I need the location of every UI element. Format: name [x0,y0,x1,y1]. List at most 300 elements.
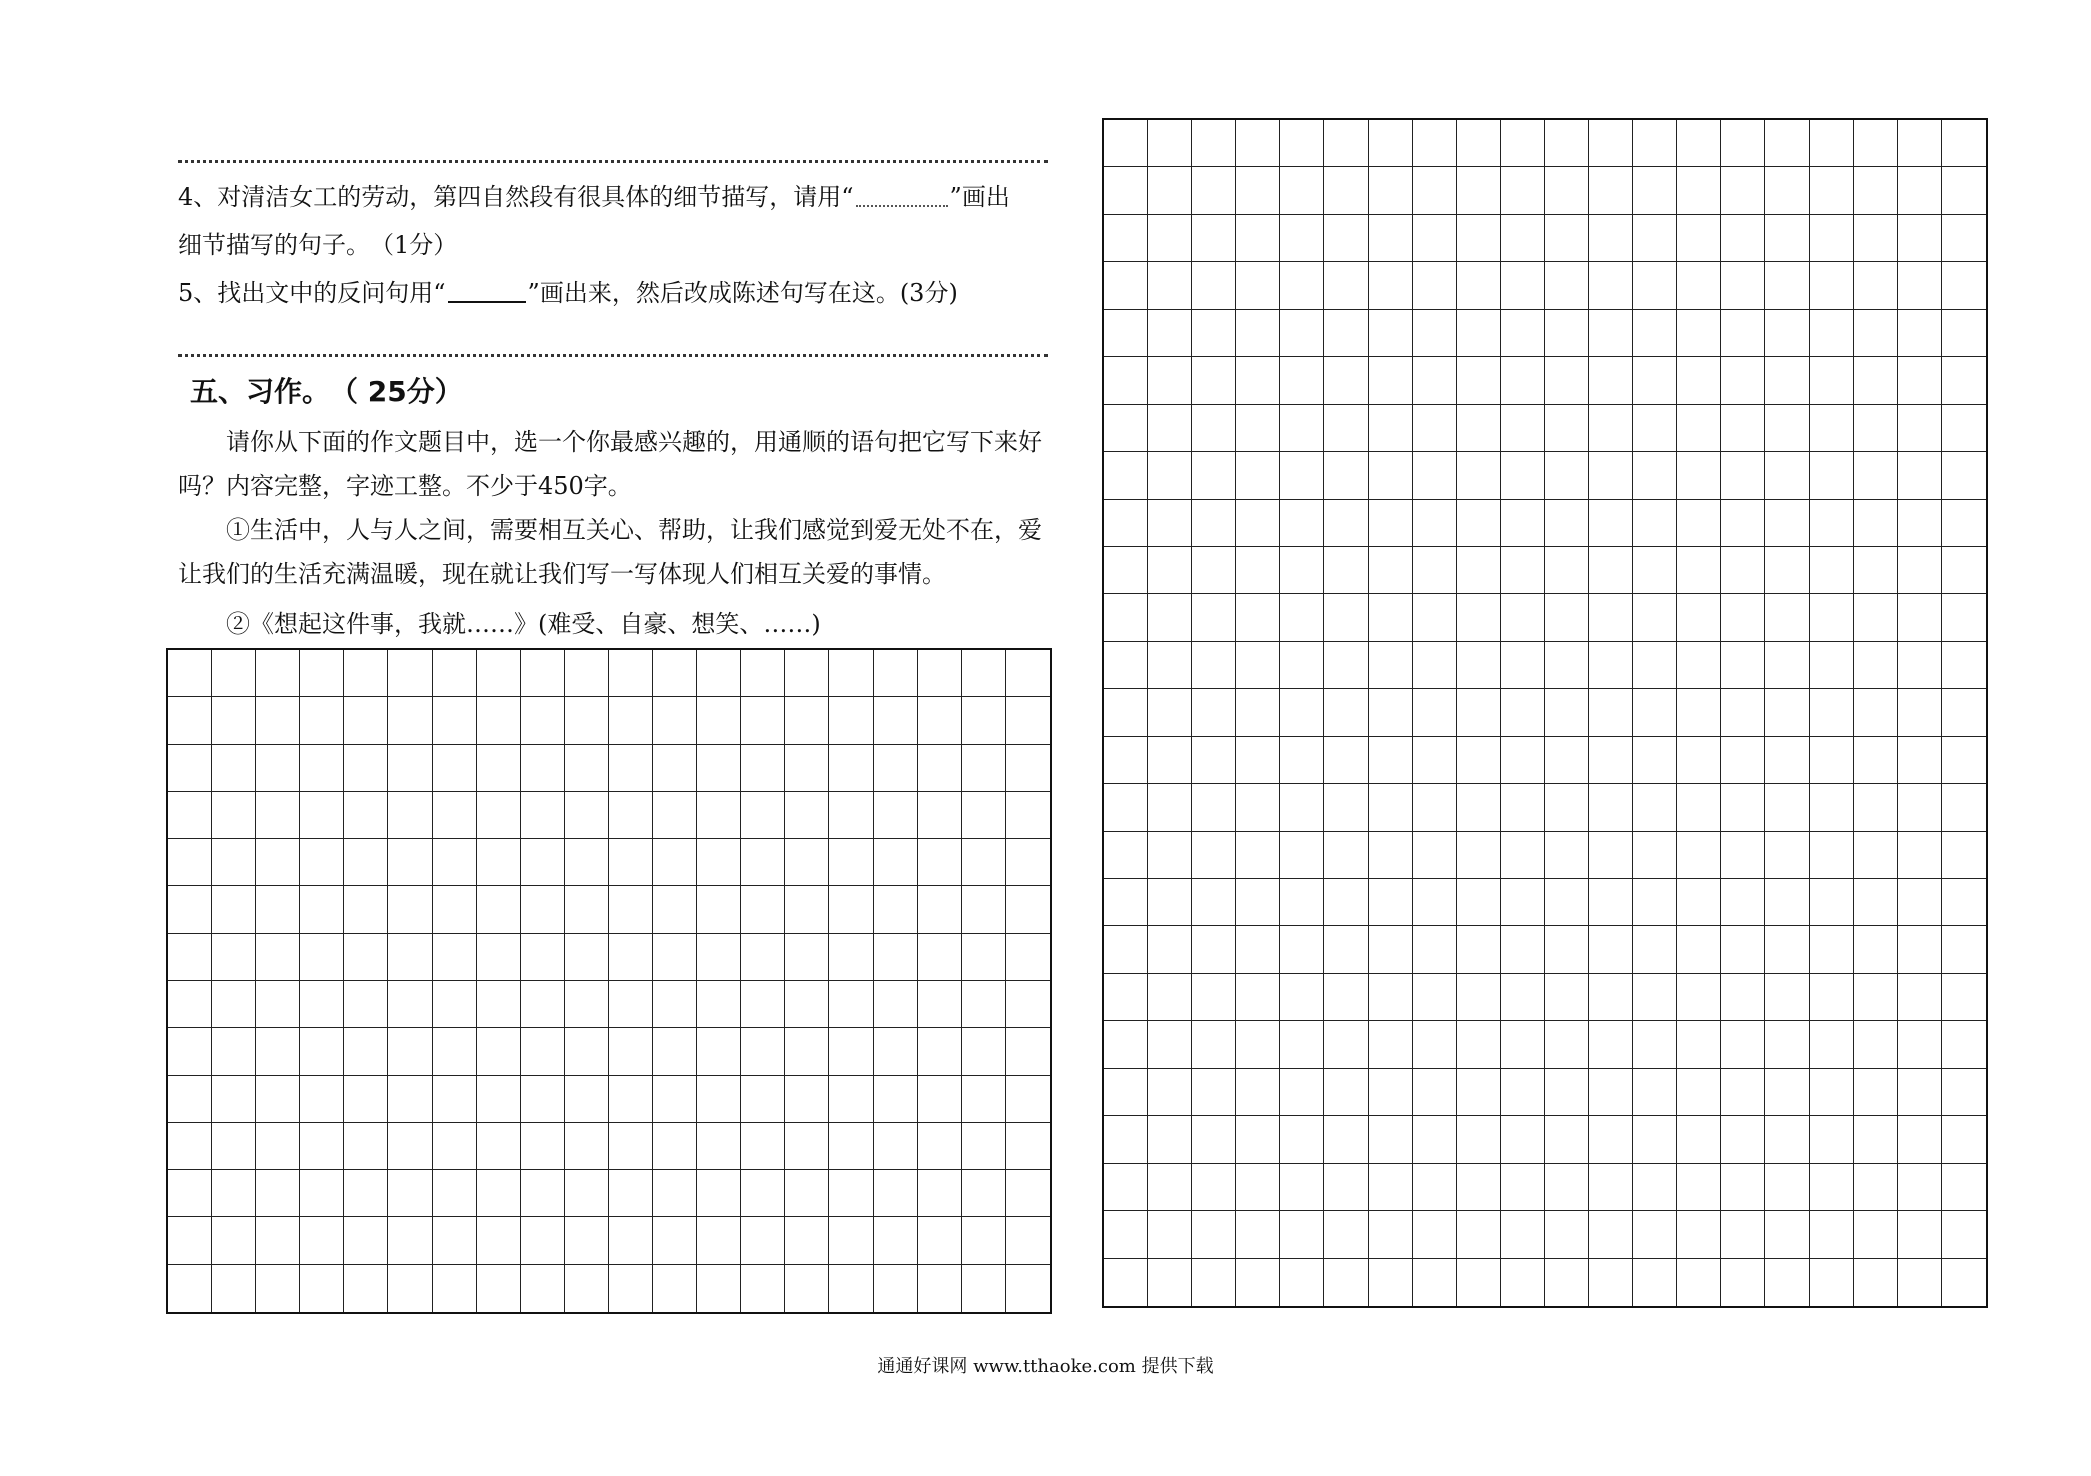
grid-cell[interactable] [874,792,918,839]
grid-cell[interactable] [256,886,300,933]
grid-cell[interactable] [962,1123,1006,1170]
grid-cell[interactable] [1633,1116,1677,1163]
grid-cell[interactable] [256,745,300,792]
grid-cell[interactable] [1854,926,1898,973]
grid-cell[interactable] [1369,262,1413,309]
grid-cell[interactable] [1457,452,1501,499]
grid-cell[interactable] [1104,1021,1148,1068]
grid-cell[interactable] [1369,167,1413,214]
grid-cell[interactable] [1236,737,1280,784]
grid-cell[interactable] [874,1123,918,1170]
grid-cell[interactable] [829,1170,873,1217]
grid-cell[interactable] [874,1217,918,1264]
grid-cell[interactable] [1633,167,1677,214]
grid-cell[interactable] [1104,1259,1148,1306]
grid-cell[interactable] [1236,1259,1280,1306]
grid-cell[interactable] [741,650,785,697]
grid-cell[interactable] [1765,594,1809,641]
grid-cell[interactable] [433,981,477,1028]
grid-cell[interactable] [1854,405,1898,452]
grid-cell[interactable] [1501,500,1545,547]
grid-cell[interactable] [1765,974,1809,1021]
grid-cell[interactable] [1324,405,1368,452]
grid-cell[interactable] [1280,1116,1324,1163]
grid-cell[interactable] [1765,500,1809,547]
grid-cell[interactable] [1148,120,1192,167]
grid-cell[interactable] [1104,215,1148,262]
grid-cell[interactable] [1104,310,1148,357]
grid-cell[interactable] [785,886,829,933]
grid-cell[interactable] [212,886,256,933]
grid-cell[interactable] [300,1076,344,1123]
grid-cell[interactable] [1633,1069,1677,1116]
grid-cell[interactable] [212,1028,256,1075]
grid-cell[interactable] [1280,879,1324,926]
grid-cell[interactable] [344,792,388,839]
grid-cell[interactable] [1942,1259,1986,1306]
grid-cell[interactable] [785,697,829,744]
grid-cell[interactable] [1192,1116,1236,1163]
grid-cell[interactable] [1589,974,1633,1021]
grid-cell[interactable] [1942,926,1986,973]
grid-cell[interactable] [1677,926,1721,973]
grid-cell[interactable] [785,1028,829,1075]
grid-cell[interactable] [785,1217,829,1264]
grid-cell[interactable] [1192,547,1236,594]
grid-cell[interactable] [1236,357,1280,404]
grid-cell[interactable] [653,792,697,839]
grid-cell[interactable] [609,1170,653,1217]
grid-cell[interactable] [433,792,477,839]
grid-cell[interactable] [1413,974,1457,1021]
grid-cell[interactable] [1236,452,1280,499]
grid-cell[interactable] [477,650,521,697]
grid-cell[interactable] [565,697,609,744]
grid-cell[interactable] [1369,405,1413,452]
grid-cell[interactable] [1324,1211,1368,1258]
grid-cell[interactable] [609,1265,653,1312]
grid-cell[interactable] [609,1076,653,1123]
grid-cell[interactable] [1280,405,1324,452]
grid-cell[interactable] [653,1123,697,1170]
grid-cell[interactable] [697,745,741,792]
grid-cell[interactable] [300,981,344,1028]
grid-cell[interactable] [1501,642,1545,689]
grid-cell[interactable] [256,1170,300,1217]
grid-cell[interactable] [1633,832,1677,879]
grid-cell[interactable] [697,886,741,933]
grid-cell[interactable] [1236,310,1280,357]
grid-cell[interactable] [565,1265,609,1312]
grid-cell[interactable] [1898,452,1942,499]
grid-cell[interactable] [1369,784,1413,831]
grid-cell[interactable] [1280,594,1324,641]
grid-cell[interactable] [1854,357,1898,404]
grid-cell[interactable] [1192,120,1236,167]
grid-cell[interactable] [1589,784,1633,831]
grid-cell[interactable] [477,792,521,839]
grid-cell[interactable] [1721,926,1765,973]
grid-cell[interactable] [1192,689,1236,736]
grid-cell[interactable] [1854,1211,1898,1258]
grid-cell[interactable] [1369,120,1413,167]
grid-cell[interactable] [1148,1021,1192,1068]
grid-cell[interactable] [1324,1259,1368,1306]
grid-cell[interactable] [1677,832,1721,879]
grid-cell[interactable] [741,745,785,792]
grid-cell[interactable] [1280,737,1324,784]
grid-cell[interactable] [1898,547,1942,594]
grid-cell[interactable] [1457,167,1501,214]
grid-cell[interactable] [829,697,873,744]
grid-cell[interactable] [1104,357,1148,404]
grid-cell[interactable] [1148,689,1192,736]
grid-cell[interactable] [1501,1069,1545,1116]
grid-cell[interactable] [256,934,300,981]
grid-cell[interactable] [1236,974,1280,1021]
grid-cell[interactable] [1104,832,1148,879]
grid-cell[interactable] [1324,879,1368,926]
grid-cell[interactable] [344,934,388,981]
grid-cell[interactable] [962,839,1006,886]
grid-cell[interactable] [1765,737,1809,784]
grid-cell[interactable] [1633,737,1677,784]
grid-cell[interactable] [741,934,785,981]
grid-cell[interactable] [653,981,697,1028]
grid-cell[interactable] [697,1170,741,1217]
grid-cell[interactable] [1942,120,1986,167]
grid-cell[interactable] [1236,120,1280,167]
grid-cell[interactable] [1148,500,1192,547]
grid-cell[interactable] [1280,689,1324,736]
grid-cell[interactable] [1810,357,1854,404]
grid-cell[interactable] [1545,405,1589,452]
grid-cell[interactable] [1545,737,1589,784]
grid-cell[interactable] [697,839,741,886]
grid-cell[interactable] [609,886,653,933]
grid-cell[interactable] [433,650,477,697]
grid-cell[interactable] [1633,357,1677,404]
grid-cell[interactable] [1192,1211,1236,1258]
grid-cell[interactable] [741,1265,785,1312]
grid-cell[interactable] [1545,310,1589,357]
grid-cell[interactable] [1369,357,1413,404]
grid-cell[interactable] [1280,215,1324,262]
grid-cell[interactable] [388,650,432,697]
grid-cell[interactable] [1006,650,1050,697]
grid-cell[interactable] [521,650,565,697]
grid-cell[interactable] [1236,784,1280,831]
grid-cell[interactable] [1104,1211,1148,1258]
grid-cell[interactable] [829,934,873,981]
grid-cell[interactable] [1765,120,1809,167]
grid-cell[interactable] [1633,547,1677,594]
grid-cell[interactable] [609,1217,653,1264]
grid-cell[interactable] [874,1076,918,1123]
grid-cell[interactable] [1942,642,1986,689]
grid-cell[interactable] [1633,1259,1677,1306]
grid-cell[interactable] [1280,974,1324,1021]
grid-cell[interactable] [1854,1021,1898,1068]
grid-cell[interactable] [1457,215,1501,262]
grid-cell[interactable] [1721,1069,1765,1116]
grid-cell[interactable] [829,745,873,792]
grid-cell[interactable] [1721,452,1765,499]
grid-cell[interactable] [1413,1164,1457,1211]
grid-cell[interactable] [1898,1069,1942,1116]
grid-cell[interactable] [1006,745,1050,792]
grid-cell[interactable] [1280,262,1324,309]
grid-cell[interactable] [1942,1164,1986,1211]
grid-cell[interactable] [1501,926,1545,973]
grid-cell[interactable] [697,697,741,744]
grid-cell[interactable] [1148,310,1192,357]
grid-cell[interactable] [1457,405,1501,452]
grid-cell[interactable] [521,1170,565,1217]
grid-cell[interactable] [785,1076,829,1123]
grid-cell[interactable] [1104,784,1148,831]
grid-cell[interactable] [1501,215,1545,262]
grid-cell[interactable] [1148,215,1192,262]
grid-cell[interactable] [874,1028,918,1075]
grid-cell[interactable] [1589,1021,1633,1068]
grid-cell[interactable] [1854,642,1898,689]
grid-cell[interactable] [697,1123,741,1170]
grid-cell[interactable] [565,839,609,886]
grid-cell[interactable] [1324,120,1368,167]
grid-cell[interactable] [433,697,477,744]
grid-cell[interactable] [565,934,609,981]
grid-cell[interactable] [1721,500,1765,547]
grid-cell[interactable] [1457,1069,1501,1116]
grid-cell[interactable] [168,1217,212,1264]
grid-cell[interactable] [653,1170,697,1217]
grid-cell[interactable] [1898,262,1942,309]
grid-cell[interactable] [1457,262,1501,309]
grid-cell[interactable] [1457,879,1501,926]
grid-cell[interactable] [1369,500,1413,547]
grid-cell[interactable] [256,839,300,886]
grid-cell[interactable] [1192,832,1236,879]
grid-cell[interactable] [344,1123,388,1170]
grid-cell[interactable] [1457,357,1501,404]
grid-cell[interactable] [1721,405,1765,452]
grid-cell[interactable] [1457,1021,1501,1068]
grid-cell[interactable] [1324,357,1368,404]
grid-cell[interactable] [168,1028,212,1075]
grid-cell[interactable] [874,697,918,744]
grid-cell[interactable] [344,1170,388,1217]
grid-cell[interactable] [212,981,256,1028]
grid-cell[interactable] [1280,500,1324,547]
grid-cell[interactable] [168,1170,212,1217]
grid-cell[interactable] [1006,1028,1050,1075]
grid-cell[interactable] [1280,1164,1324,1211]
grid-cell[interactable] [1006,1217,1050,1264]
grid-cell[interactable] [918,934,962,981]
grid-cell[interactable] [1236,1164,1280,1211]
grid-cell[interactable] [609,1123,653,1170]
grid-cell[interactable] [1765,547,1809,594]
grid-cell[interactable] [1677,737,1721,784]
grid-cell[interactable] [609,650,653,697]
grid-cell[interactable] [1501,310,1545,357]
grid-cell[interactable] [874,886,918,933]
grid-cell[interactable] [1104,737,1148,784]
grid-cell[interactable] [609,1028,653,1075]
grid-cell[interactable] [1324,689,1368,736]
grid-cell[interactable] [521,1076,565,1123]
grid-cell[interactable] [433,886,477,933]
grid-cell[interactable] [741,1028,785,1075]
grid-cell[interactable] [212,1123,256,1170]
grid-cell[interactable] [433,934,477,981]
grid-cell[interactable] [1236,262,1280,309]
grid-cell[interactable] [1898,879,1942,926]
grid-cell[interactable] [1192,1259,1236,1306]
grid-cell[interactable] [829,792,873,839]
grid-cell[interactable] [1324,310,1368,357]
grid-cell[interactable] [1148,737,1192,784]
grid-cell[interactable] [1942,832,1986,879]
grid-cell[interactable] [1765,642,1809,689]
grid-cell[interactable] [785,934,829,981]
grid-cell[interactable] [1765,167,1809,214]
grid-cell[interactable] [1810,879,1854,926]
grid-cell[interactable] [1898,832,1942,879]
grid-cell[interactable] [1898,926,1942,973]
grid-cell[interactable] [1369,1069,1413,1116]
grid-cell[interactable] [1721,784,1765,831]
grid-cell[interactable] [1677,1021,1721,1068]
grid-cell[interactable] [1898,1259,1942,1306]
grid-cell[interactable] [1148,357,1192,404]
grid-cell[interactable] [1589,594,1633,641]
grid-cell[interactable] [1457,310,1501,357]
grid-cell[interactable] [565,745,609,792]
grid-cell[interactable] [388,1265,432,1312]
grid-cell[interactable] [1898,642,1942,689]
grid-cell[interactable] [1589,310,1633,357]
grid-cell[interactable] [1006,1123,1050,1170]
grid-cell[interactable] [785,1170,829,1217]
grid-cell[interactable] [962,745,1006,792]
grid-cell[interactable] [1765,452,1809,499]
grid-cell[interactable] [1677,1116,1721,1163]
grid-cell[interactable] [1677,642,1721,689]
grid-cell[interactable] [1721,1164,1765,1211]
grid-cell[interactable] [697,981,741,1028]
grid-cell[interactable] [962,934,1006,981]
grid-cell[interactable] [433,1076,477,1123]
grid-cell[interactable] [1006,792,1050,839]
grid-cell[interactable] [653,1217,697,1264]
grid-cell[interactable] [256,1028,300,1075]
grid-cell[interactable] [1457,594,1501,641]
grid-cell[interactable] [1633,405,1677,452]
grid-cell[interactable] [1192,405,1236,452]
grid-cell[interactable] [918,981,962,1028]
grid-cell[interactable] [1942,215,1986,262]
grid-cell[interactable] [168,792,212,839]
grid-cell[interactable] [962,1028,1006,1075]
grid-cell[interactable] [256,1076,300,1123]
grid-cell[interactable] [1677,689,1721,736]
grid-cell[interactable] [1236,642,1280,689]
grid-cell[interactable] [962,1265,1006,1312]
grid-cell[interactable] [1810,405,1854,452]
grid-cell[interactable] [212,697,256,744]
grid-cell[interactable] [1589,1069,1633,1116]
grid-cell[interactable] [1589,1116,1633,1163]
grid-cell[interactable] [1324,262,1368,309]
grid-cell[interactable] [1501,689,1545,736]
grid-cell[interactable] [1810,1116,1854,1163]
grid-cell[interactable] [300,1028,344,1075]
grid-cell[interactable] [1104,642,1148,689]
grid-cell[interactable] [874,650,918,697]
grid-cell[interactable] [1369,452,1413,499]
grid-cell[interactable] [1369,1021,1413,1068]
grid-cell[interactable] [300,839,344,886]
grid-cell[interactable] [1104,452,1148,499]
grid-cell[interactable] [1006,1265,1050,1312]
grid-cell[interactable] [1721,310,1765,357]
grid-cell[interactable] [1501,547,1545,594]
grid-cell[interactable] [1633,784,1677,831]
grid-cell[interactable] [212,839,256,886]
grid-cell[interactable] [918,697,962,744]
grid-cell[interactable] [1545,357,1589,404]
grid-cell[interactable] [1501,1259,1545,1306]
grid-cell[interactable] [565,1170,609,1217]
grid-cell[interactable] [1501,1116,1545,1163]
grid-cell[interactable] [1898,1116,1942,1163]
grid-cell[interactable] [1457,120,1501,167]
grid-cell[interactable] [344,839,388,886]
grid-cell[interactable] [1721,879,1765,926]
grid-cell[interactable] [1006,934,1050,981]
grid-cell[interactable] [1589,357,1633,404]
grid-cell[interactable] [1721,832,1765,879]
grid-cell[interactable] [344,1076,388,1123]
grid-cell[interactable] [1413,547,1457,594]
grid-cell[interactable] [388,1028,432,1075]
grid-cell[interactable] [1810,926,1854,973]
grid-cell[interactable] [1148,262,1192,309]
grid-cell[interactable] [1413,310,1457,357]
grid-cell[interactable] [212,1170,256,1217]
grid-cell[interactable] [1413,1259,1457,1306]
grid-cell[interactable] [653,934,697,981]
grid-cell[interactable] [1854,879,1898,926]
grid-cell[interactable] [388,886,432,933]
grid-cell[interactable] [300,1265,344,1312]
grid-cell[interactable] [1765,405,1809,452]
grid-cell[interactable] [477,1076,521,1123]
grid-cell[interactable] [1810,215,1854,262]
grid-cell[interactable] [1324,167,1368,214]
grid-cell[interactable] [1104,1116,1148,1163]
grid-cell[interactable] [565,1076,609,1123]
grid-cell[interactable] [1633,594,1677,641]
grid-cell[interactable] [1942,310,1986,357]
grid-cell[interactable] [741,839,785,886]
grid-cell[interactable] [1148,642,1192,689]
grid-cell[interactable] [1236,879,1280,926]
grid-cell[interactable] [1721,689,1765,736]
grid-cell[interactable] [1501,879,1545,926]
